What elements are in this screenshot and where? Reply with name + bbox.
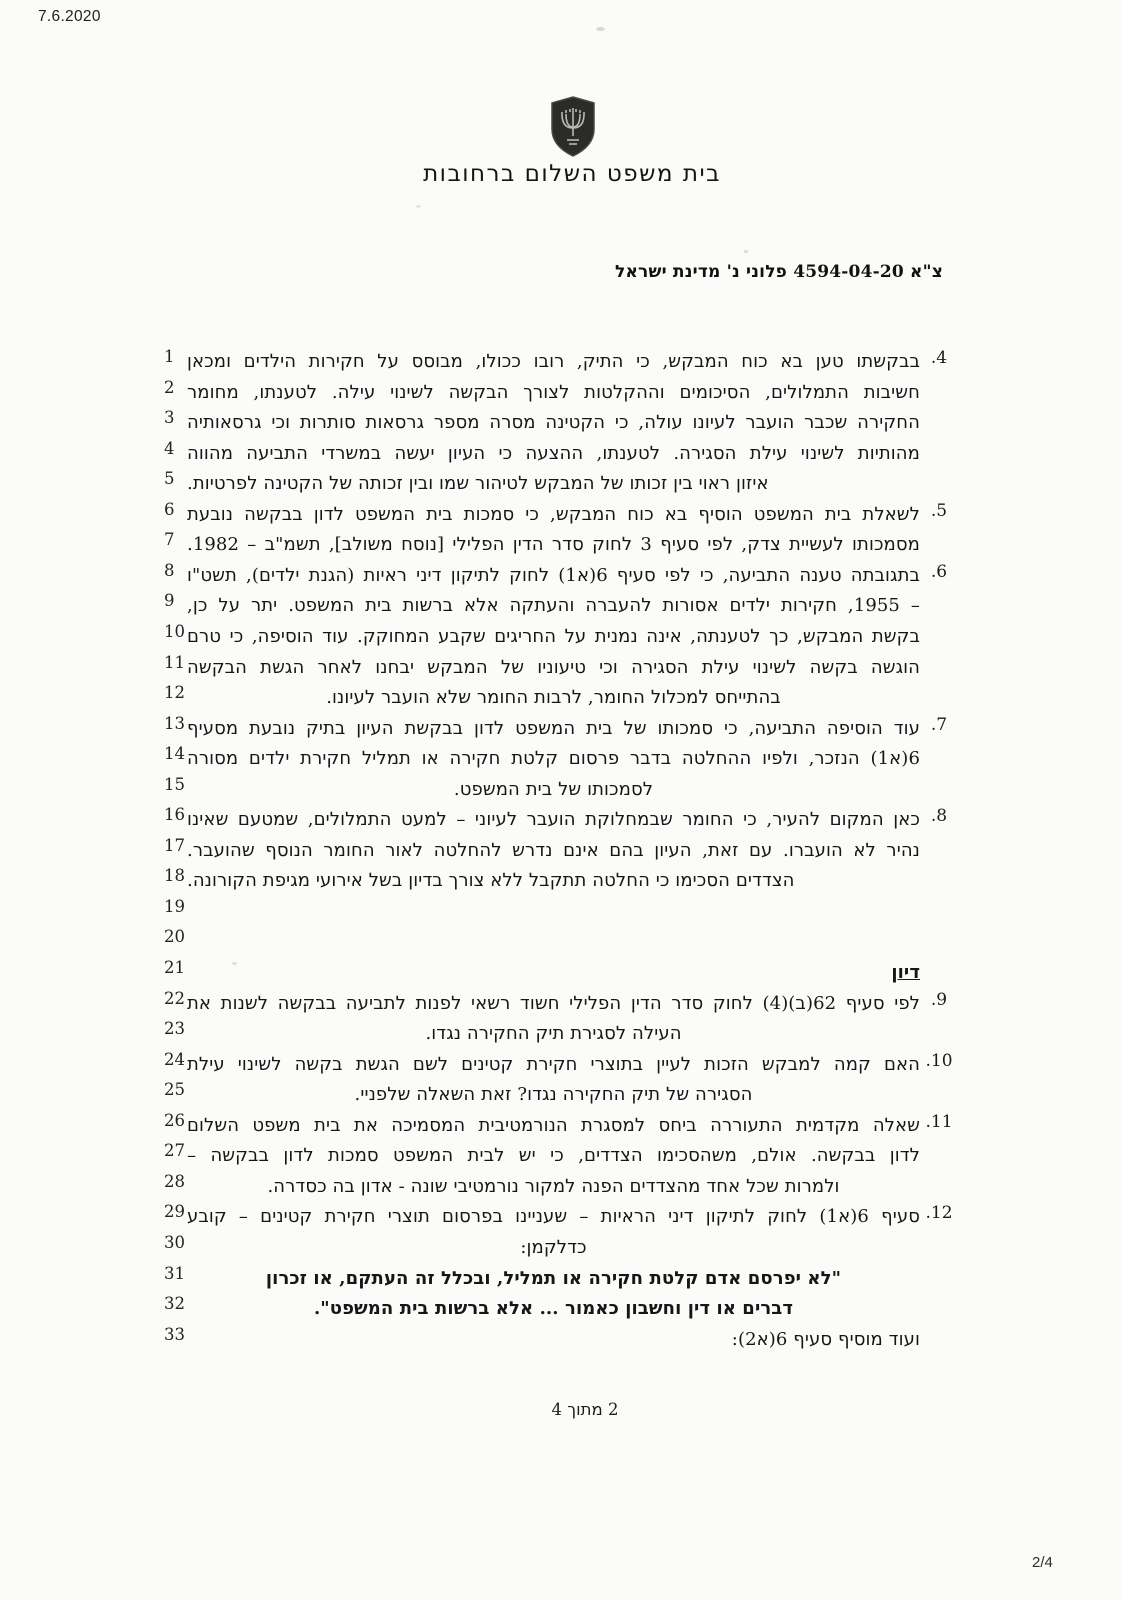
scan-speck [416, 205, 421, 208]
paragraph-number: 4. [930, 348, 948, 368]
doc-line [0, 1050, 1122, 1081]
line-number: 26 [164, 1110, 185, 1130]
line-text: הסגירה של תיק החקירה נגדו? זאת השאלה שלפניי. [354, 1084, 753, 1106]
case-caption: צ"א 4594-04-20 פלוני נ' מדינת ישראל [614, 262, 943, 282]
doc-line [0, 622, 1122, 653]
line-text: לפי סעיף 62(ב)(4) לחוק סדר הדין הפלילי חשוד רשאי לפנות לתביעה בבקשה לשנות את [187, 992, 921, 1014]
doc-line [0, 469, 1122, 500]
line-text: האם קמה למבקש הזכות לעיין בתוצרי חקירת קטינים לשם הגשת בקשה לשינוי עילת [187, 1053, 920, 1075]
line-number: 28 [164, 1171, 185, 1191]
doc-line [0, 989, 1122, 1020]
line-text: שאלה מקדמית התעוררה ביחס למסגרת הנורמטיבית המסמיכה את בית משפט השלום [187, 1114, 920, 1136]
line-number: 6 [164, 499, 175, 519]
line-text: סעיף 6(א1) לחוק לתיקון דיני הראיות – שעניינו בפרסום תוצרי חקירת קטינים – קובע [187, 1206, 920, 1228]
doc-line [0, 439, 1122, 470]
line-text: בהתייחס למכלול החומר, לרבות החומר שלא הועבר לעיונו. [326, 687, 781, 709]
line-number: 24 [164, 1049, 185, 1069]
line-text: החקירה שכבר הועבר לעיונו עולה, כי הקטינה מסרה מספר גרסאות סותרות וכי גרסאותיה [187, 412, 920, 434]
doc-line [0, 1019, 1122, 1050]
doc-line [0, 714, 1122, 745]
line-text: הוגשה בקשה לשינוי עילת הסגירה וכי טיעוניו של המבקש יבחנו לאחר הגשת הבקשה [187, 656, 920, 678]
line-number: 11 [164, 652, 185, 672]
doc-line [0, 1202, 1122, 1233]
doc-line [0, 1141, 1122, 1172]
line-text: מהותיות לשינוי עילת הסגירה. לטענתו, ההצעה כי העיון יעשה במשרדי התביעה מהווה [187, 442, 920, 464]
paragraph-number: 8. [930, 806, 948, 827]
line-text: דיון [891, 962, 920, 983]
doc-line [0, 1233, 1122, 1264]
line-text: לשאלת בית המשפט הוסיף בא כוח המבקש, כי סמכות בית המשפט לדון בבקשה נובעת [187, 503, 920, 525]
line-number: 14 [164, 744, 185, 764]
line-text: איזון ראוי בין זכותו של המבקש לטיהור שמו ובין זכותה של הקטינה לפרטיות. [187, 473, 769, 495]
line-number: 8 [164, 560, 175, 580]
line-text: דברים או דין וחשבון כאמור ... אלא ברשות בית המשפט". [313, 1298, 794, 1320]
line-number: 3 [164, 408, 175, 428]
line-text: 6(א1) הנזכר, ולפיו ההחלטה בדבר פרסום קלטת חקירה או תמליל חקירת ילדים מסורה [187, 748, 920, 770]
doc-line [0, 347, 1122, 378]
line-text: חשיבות התמלולים, הסיכומים וההקלטות לצורך הבקשה לשינוי עילה. לטענתו, מחומר [187, 381, 920, 403]
line-number: 7 [164, 530, 175, 550]
line-text: כדלקמן: [520, 1236, 587, 1258]
line-number: 16 [164, 805, 185, 825]
page-footer: 2 מתוך 4 [551, 1400, 619, 1419]
doc-line [0, 530, 1122, 561]
line-text: "לא יפרסם אדם קלטת חקירה או תמליל, ובכלל זה העתקם, או זכרון [265, 1267, 842, 1289]
line-number: 30 [164, 1232, 185, 1252]
doc-line [0, 1111, 1122, 1142]
line-number: 2 [164, 377, 175, 397]
line-number: 13 [164, 713, 185, 733]
line-text: לסמכותו של בית המשפט. [453, 778, 654, 800]
israel-state-emblem-icon [549, 96, 597, 158]
line-text: העילה לסגירת תיק החקירה נגדו. [425, 1023, 682, 1045]
paragraph-number: 6. [930, 561, 948, 582]
doc-line [0, 1172, 1122, 1203]
line-number: 33 [164, 1324, 185, 1344]
doc-line [0, 1325, 1122, 1356]
line-text: בקשת המבקש, כך לטענתה, אינה נמנית על החריגים שקבע המחוקק. עוד הוסיפה, כי טרם [187, 625, 920, 647]
doc-line [0, 1294, 1122, 1325]
line-text: הצדדים הסכימו כי החלטה תתקבל ללא צורך בדיון בשל אירועי מגיפת הקורונה. [187, 870, 795, 892]
court-title: בית משפט השלום ברחובות [423, 161, 721, 187]
paragraph-number: 12. [925, 1203, 953, 1224]
paragraph-number: 11. [925, 1111, 953, 1132]
line-number: 32 [164, 1294, 185, 1314]
line-number: 15 [164, 774, 185, 794]
line-number: 25 [164, 1080, 185, 1100]
scan-date: 7.6.2020 [38, 8, 101, 25]
line-number: 18 [164, 866, 185, 886]
line-number: 10 [164, 621, 185, 641]
line-number: 27 [164, 1141, 185, 1161]
doc-line [0, 1264, 1122, 1295]
doc-line [0, 744, 1122, 775]
scan-speck [232, 962, 237, 965]
line-text: מסמכותו לעשיית צדק, לפי סעיף 3 לחוק סדר הדין הפלילי [נוסח משולב], תשמ"ב – 1982. [187, 534, 920, 556]
line-number: 5 [164, 469, 175, 489]
doc-line [0, 1080, 1122, 1111]
paragraph-number: 10. [925, 1050, 953, 1071]
doc-line [0, 653, 1122, 684]
doc-line [0, 927, 1122, 958]
line-number: 29 [164, 1202, 185, 1222]
paragraph-number: 5. [930, 500, 948, 521]
line-number: 17 [164, 835, 185, 855]
line-number: 23 [164, 1019, 185, 1039]
line-number: 4 [164, 438, 175, 458]
doc-line [0, 683, 1122, 714]
scan-page-indicator: 2/4 [1032, 1554, 1053, 1571]
line-text: נהיר לא הועברו. עם זאת, העיון בהם אינם נדרש להחלטה לאור החומר הנוסף שהועבר. [187, 839, 920, 861]
line-number: 20 [164, 927, 185, 947]
doc-line [0, 500, 1122, 531]
line-number: 31 [164, 1263, 185, 1283]
line-text: עוד הוסיפה התביעה, כי סמכותו של בית המשפט לדון בבקשת העיון בתיק נובעת מסעיף [187, 717, 920, 739]
line-text: כאן המקום להעיר, כי החומר שבמחלוקת הועבר לעיוני – למעט התמלולים, שמטעם שאינו [187, 809, 920, 831]
scan-speck [596, 27, 605, 31]
doc-line [0, 897, 1122, 928]
line-number: 1 [164, 347, 175, 366]
line-number: 9 [164, 591, 175, 611]
line-text: ולמרות שכל אחד מהצדדים הפנה למקור נורמטיבי שונה - אדון בה כסדרה. [267, 1175, 840, 1197]
line-number: 19 [164, 896, 185, 916]
doc-line [0, 408, 1122, 439]
doc-line [0, 591, 1122, 622]
line-number: 22 [164, 988, 185, 1008]
line-text: בבקשתו טען בא כוח המבקש, כי התיק, רובו ככולו, מבוסס על חקירות הילדים ומכאן [187, 351, 920, 372]
line-number: 12 [164, 683, 185, 703]
line-text: לדון בבקשה. אולם, משהסכימו הצדדים, כי יש לבית המשפט סמכות לדון בבקשה – [187, 1145, 920, 1167]
doc-line [0, 378, 1122, 409]
scan-speck [744, 250, 748, 253]
line-number: 21 [164, 958, 185, 977]
line-text: – 1955, חקירות ילדים אסורות להעברה והעתקה אלא ברשות בית המשפט. יתר על כן, [187, 595, 921, 617]
doc-line [0, 836, 1122, 867]
doc-line [0, 958, 1122, 989]
line-text: בתגובתה טענה התביעה, כי לפי סעיף 6(א1) לחוק לתיקון דיני ראיות (הגנת ילדים), תשט"ו [187, 564, 921, 586]
doc-line [0, 775, 1122, 806]
doc-line [0, 866, 1122, 897]
doc-line [0, 561, 1122, 592]
line-text: ועוד מוסיף סעיף 6(א2): [731, 1328, 920, 1350]
paragraph-number: 9. [930, 989, 948, 1010]
paragraph-number: 7. [930, 714, 948, 735]
doc-line [0, 805, 1122, 836]
